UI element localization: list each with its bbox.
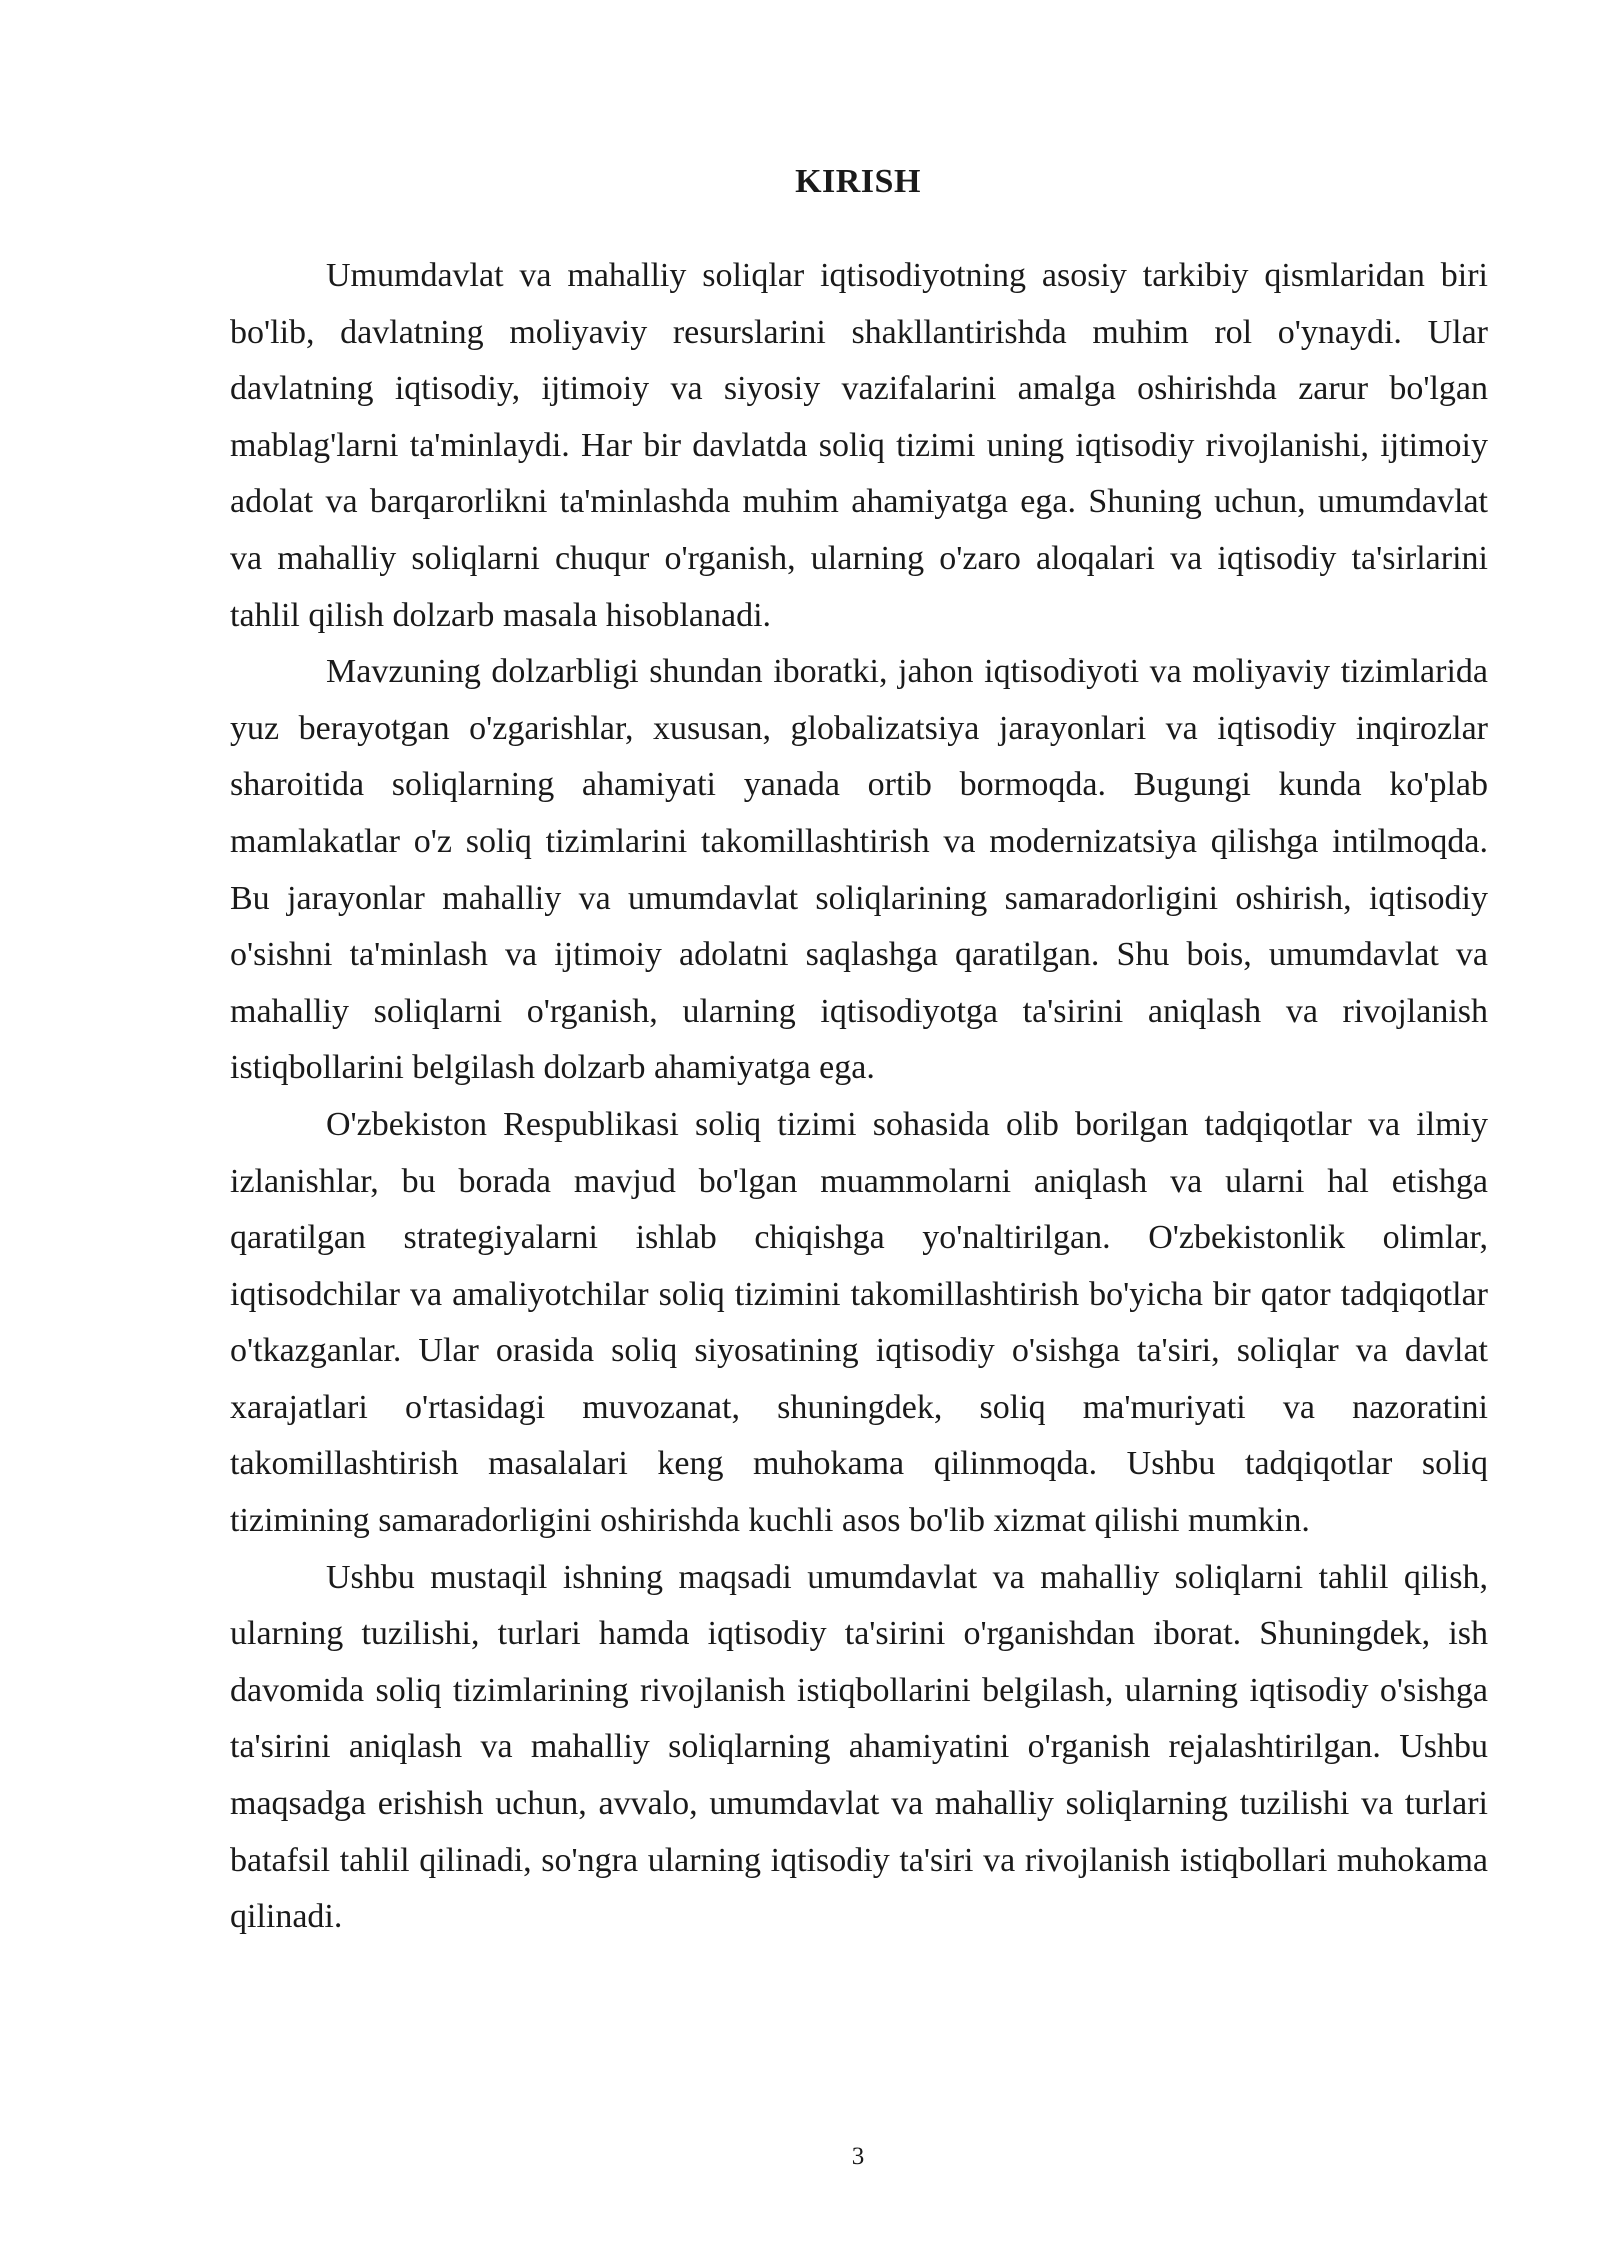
body-text <box>230 248 1488 1946</box>
paragraph-research-review: O'zbekiston Respublikasi soliq tizimi sohasida olib borilgan tadqiqotlar va ilmiy izlanishlar, bu borada mavjud bo'lgan muammolarni aniqlash va ularni hal etishga qaratilgan strategiyalarni ishlab chiqishga yo'naltirilgan. O'zbekistonlik olimlar, iqtisodchilar va amaliyotchilar soliq tizimini takomillashtirish bo'yicha bir qator tadqiqotlar o'tkazganlar. Ular orasida soliq siyosatining iqtisodiy o'sishga ta'siri, soliqlar va davlat xarajatlari o'rtasidagi muvozanat, shuningdek, soliq ma'muriyati va nazoratini takomillashtirish masalalari keng muhokama qilinmoqda. Ushbu tadqiqotlar soliq tizimining samaradorligini oshirishda kuchli asos bo'lib xizmat qilishi mumkin. <box>230 1105 1488 1540</box>
paragraph-introduction: Umumdavlat va mahalliy soliqlar iqtisodiyotning asosiy tarkibiy qismlaridan biri bo'lib, davlatning moliyaviy resurslarini shakllantirishda muhim rol o'ynaydi. Ular davlatning iqtisodiy, ijtimoiy va siyosiy vazifalarini amalga oshirishda zarur bo'lgan mablag'larni ta'minlaydi. Har bir davlatda soliq tizimi uning iqtisodiy rivojlanishi, ijtimoiy adolat va barqarorlikni ta'minlashda muhim ahamiyatga ega. Shuning uchun, umumdavlat va mahalliy soliqlarni chuqur o'rganish, ularning o'zaro aloqalari va iqtisodiy ta'sirlarini tahlil qilish dolzarb masala hisoblanadi. <box>230 257 1488 634</box>
paragraph-objective: Ushbu mustaqil ishning maqsadi umumdavlat va mahalliy soliqlarni tahlil qilish, ularning tuzilishi, turlari hamda iqtisodiy ta'sirini o'rganishdan iborat. Shuningdek, ish davomida soliq tizimlarining rivojlanish istiqbollarini belgilash, ularning iqtisodiy o'sishga ta'sirini aniqlash va mahalliy soliqlarning ahamiyatini o'rganish rejalashtirilgan. Ushbu maqsadga erishish uchun, avvalo, umumdavlat va mahalliy soliqlarning tuzilishi va turlari batafsil tahlil qilinadi, so'ngra ularning iqtisodiy ta'siri va rivojlanish istiqbollari muhokama qilinadi. <box>230 1558 1488 1936</box>
paragraph-relevance: Mavzuning dolzarbligi shundan iboratki, jahon iqtisodiyoti va moliyaviy tizimlarida yuz berayotgan o'zgarishlar, xususan, globalizatsiya jarayonlari va iqtisodiy inqirozlar sharoitida soliqlarning ahamiyati yanada ortib bormoqda. Bugungi kunda ko'plab mamlakatlar o'z soliq tizimlarini takomillashtirish va modernizatsiya qilishga intilmoqda. Bu jarayonlar mahalliy va umumdavlat soliqlarining samaradorligini oshirish, iqtisodiy o'sishni ta'minlash va ijtimoiy adolatni saqlashga qaratilgan. Shu bois, umumdavlat va mahalliy soliqlarni o'rganish, ularning iqtisodiyotga ta'sirini aniqlash va rivojlanish istiqbollarini belgilash dolzarb ahamiyatga ega. <box>230 653 1488 1087</box>
section-title: KIRISH <box>795 163 921 200</box>
page-number: 3 <box>851 2143 865 2170</box>
